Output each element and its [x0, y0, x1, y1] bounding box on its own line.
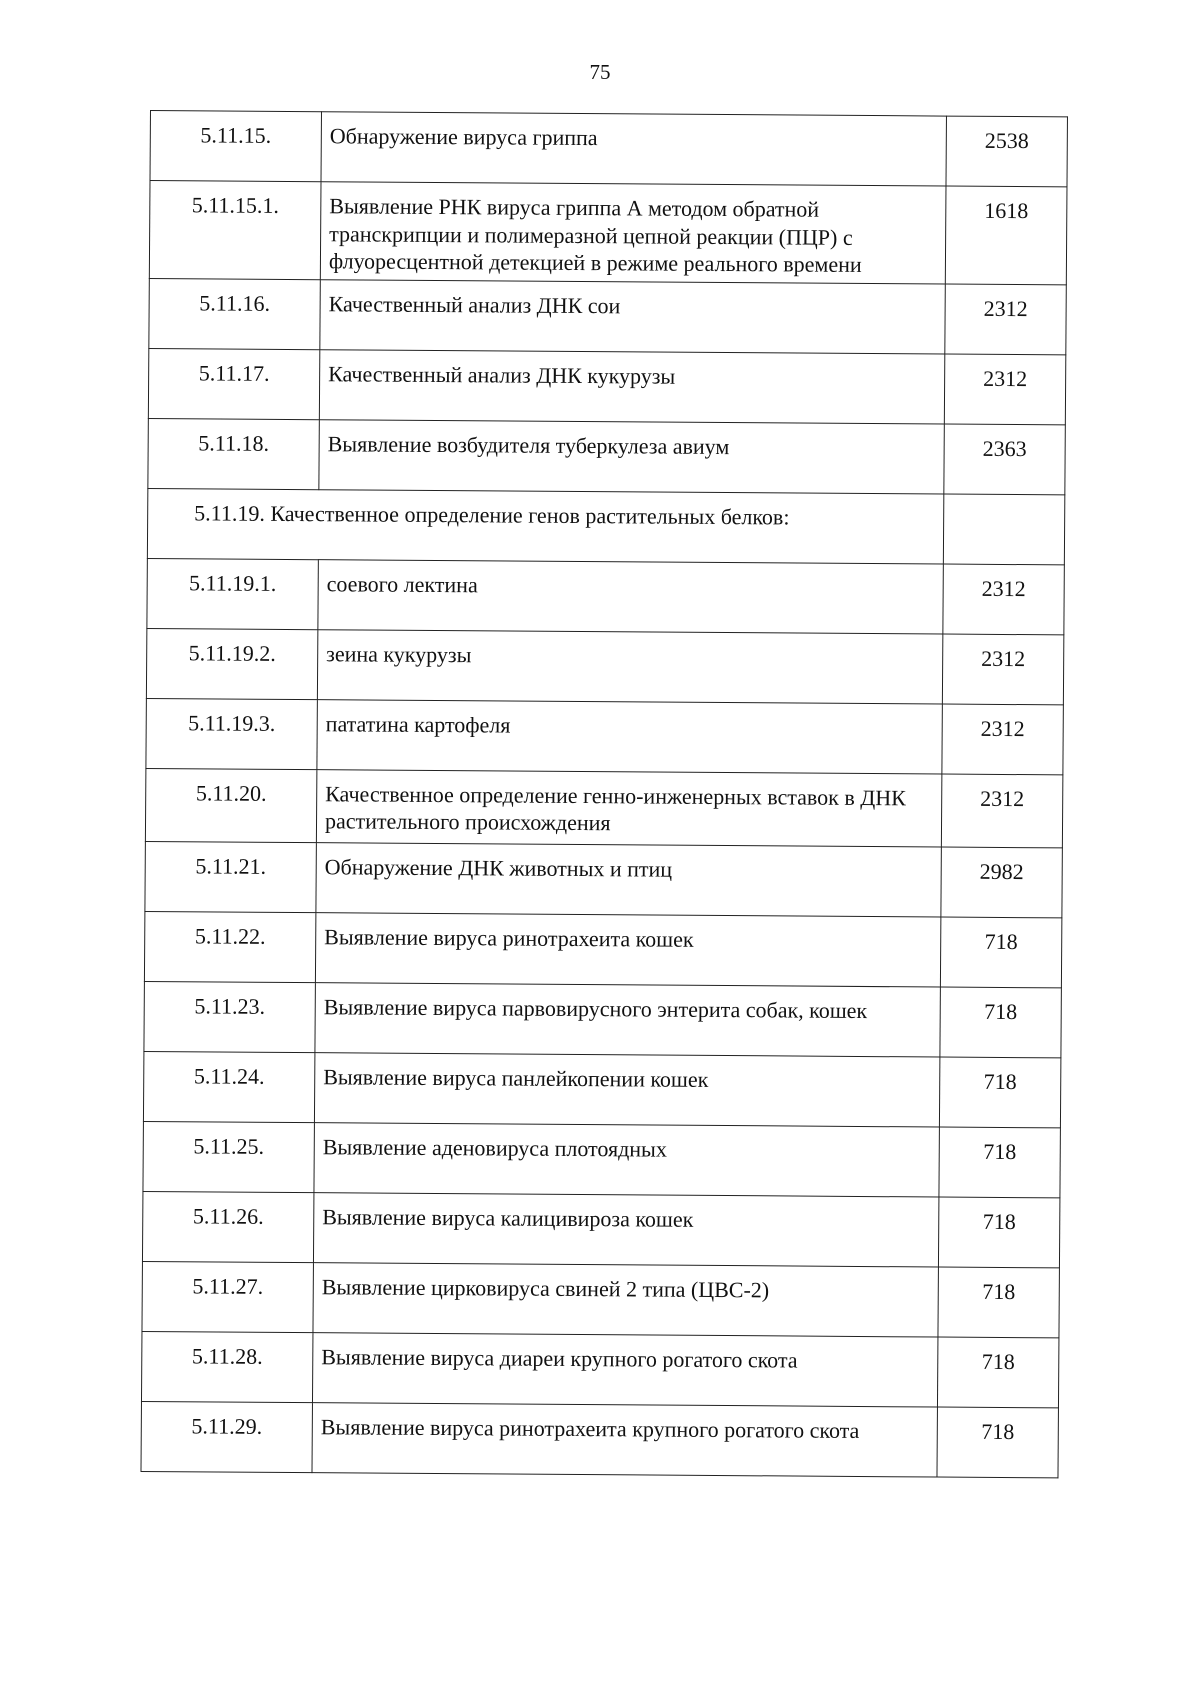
item-code: 5.11.19.3.: [146, 698, 317, 769]
item-code: 5.11.19.1.: [147, 558, 318, 629]
item-price: 2312: [944, 354, 1065, 425]
item-price: 1618: [945, 186, 1067, 284]
item-name: Выявление возбудителя туберкулеза авиум: [319, 419, 944, 493]
item-name: Обнаружение ДНК животных и птиц: [316, 842, 941, 916]
item-code: 5.11.15.1.: [149, 181, 321, 280]
table-row: [143, 1121, 1060, 1197]
item-name: зеина кукурузы: [317, 629, 942, 703]
item-name: пататина картофеля: [317, 699, 942, 773]
table-row: [149, 278, 1066, 354]
table-row: [147, 558, 1064, 634]
table-row: [141, 1331, 1058, 1407]
item-price: 718: [938, 1197, 1059, 1268]
item-code: 5.11.19.2.: [146, 628, 317, 699]
item-price: 718: [937, 1407, 1058, 1478]
item-code: 5.11.28.: [141, 1331, 312, 1402]
item-price: 718: [940, 917, 1061, 988]
table-row: [148, 348, 1065, 424]
item-name: Выявление вируса ринотрахеита кошек: [315, 912, 940, 986]
item-name: Выявление вируса панлейкопении кошек: [314, 1052, 939, 1126]
item-name: Выявление вируса калицивироза кошек: [313, 1192, 938, 1266]
item-code: 5.11.25.: [143, 1121, 314, 1192]
item-name: Выявление цирковируса свиней 2 типа (ЦВС-2): [313, 1262, 938, 1336]
table-row: [144, 981, 1061, 1057]
item-name: Выявление вируса парвовирусного энтерита собак, кошек: [315, 982, 940, 1056]
item-name: соевого лектина: [318, 559, 943, 633]
table-row: [149, 181, 1067, 285]
table-row: [150, 111, 1067, 187]
item-code: 5.11.20.: [145, 768, 317, 842]
section-title: 5.11.19. Качественное определение генов растительных белков:: [147, 488, 943, 564]
item-price: 2312: [942, 634, 1063, 705]
item-code: 5.11.23.: [144, 981, 315, 1052]
item-price: 718: [940, 987, 1061, 1058]
item-price: 718: [939, 1127, 1060, 1198]
table-row: [145, 768, 1062, 847]
item-name: Выявление вируса диареи крупного рогатого скота: [312, 1332, 937, 1406]
table-row: [145, 841, 1062, 917]
item-code: 5.11.27.: [142, 1261, 313, 1332]
item-code: 5.11.16.: [149, 278, 320, 349]
item-price: 2312: [941, 774, 1063, 848]
item-name: Выявление аденовируса плотоядных: [314, 1122, 939, 1196]
item-name: Качественный анализ ДНК кукурузы: [319, 349, 944, 423]
price-table: [140, 110, 1067, 1478]
item-name: Обнаружение вируса гриппа: [321, 112, 946, 186]
item-price: 718: [938, 1267, 1059, 1338]
item-code: 5.11.18.: [148, 418, 319, 489]
item-code: 5.11.26.: [142, 1191, 313, 1262]
item-price: 2312: [943, 564, 1064, 635]
table-row: [142, 1261, 1059, 1337]
item-price: 2538: [946, 116, 1067, 187]
item-code: 5.11.21.: [145, 841, 316, 912]
item-code: 5.11.22.: [144, 911, 315, 982]
item-price: 2312: [942, 704, 1063, 775]
item-price: 2982: [941, 847, 1062, 918]
item-price: 2363: [944, 424, 1065, 495]
item-price: 718: [939, 1057, 1060, 1128]
item-price: 2312: [945, 284, 1066, 355]
table-row: [146, 698, 1063, 774]
table-row: [144, 911, 1061, 987]
table-row: [142, 1191, 1059, 1267]
item-price-empty: [943, 494, 1064, 565]
table-row: [143, 1051, 1060, 1127]
item-name: Качественное определение генно-инженерных вставок в ДНК растительного происхождения: [316, 769, 941, 846]
item-name: Выявление РНК вируса гриппа А методом обратной транскрипции и полимеразной цепной реакции (ПЦР) с флуоресцентной детекцией в режиме реального времени: [320, 182, 946, 284]
item-price: 718: [937, 1337, 1058, 1408]
page-number: 75: [589, 60, 611, 84]
item-code: 5.11.15.: [150, 111, 321, 182]
item-name: Выявление вируса ринотрахеита крупного рогатого скота: [312, 1402, 937, 1476]
item-code: 5.11.17.: [148, 348, 319, 419]
table-row: [148, 418, 1065, 494]
table-row: [141, 1401, 1058, 1477]
table-row: [146, 628, 1063, 704]
item-name: Качественный анализ ДНК сои: [320, 279, 945, 353]
section-row: [147, 488, 1064, 564]
item-code: 5.11.24.: [143, 1051, 314, 1122]
item-code: 5.11.29.: [141, 1401, 312, 1472]
